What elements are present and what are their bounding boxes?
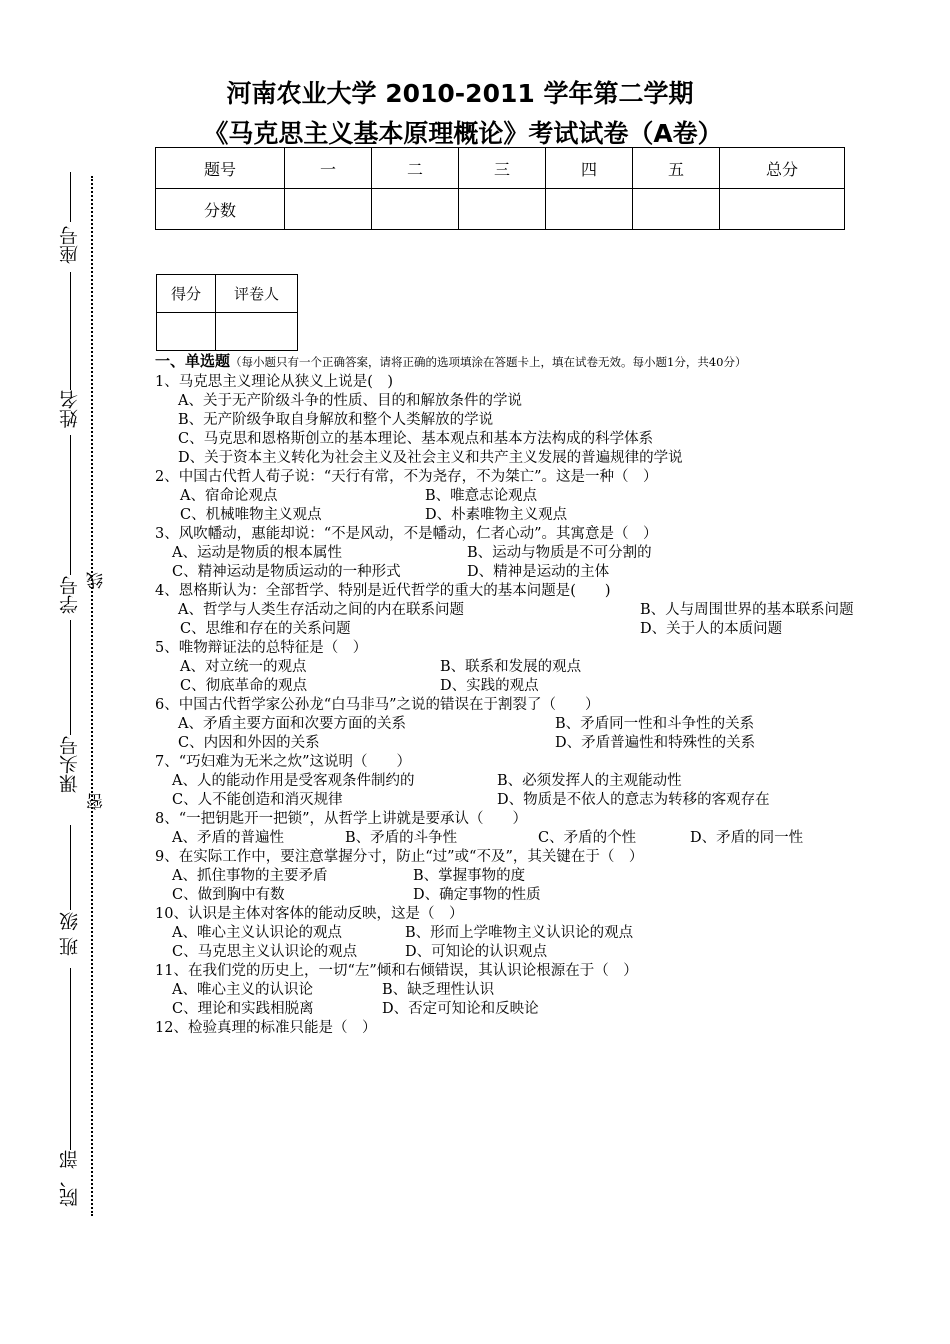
score-header-cell: 二 [372, 148, 459, 189]
grader-table [156, 274, 298, 351]
course-code-field-line [70, 620, 71, 735]
option-text: B、人与周围世界的基本联系问题 [640, 602, 854, 618]
question-stem: 2、中国古代哲人荀子说：“天行有常，不为尧存，不为桀亡”。这是一种（ ） [155, 469, 658, 485]
option-text: B、必须发挥人的主观能动性 [497, 773, 682, 789]
student-id-label: 学号 [59, 576, 81, 614]
option-text: D、可知论的认识观点 [405, 944, 548, 960]
option-text: B、运动与物质是不可分割的 [467, 545, 652, 561]
score-header-cell: 五 [633, 148, 720, 189]
option-text: D、物质是不依人的意志为转移的客观存在 [497, 792, 770, 808]
option-text: A、抓住事物的主要矛盾 [172, 868, 328, 884]
score-cell [285, 189, 372, 230]
section-heading [155, 352, 746, 372]
option-text: C、彻底革命的观点 [180, 678, 308, 694]
score-cell [459, 189, 546, 230]
option-text: A、矛盾的普遍性 [172, 830, 284, 846]
section-title: 一、单选题 [155, 352, 231, 370]
option-text: A、对立统一的观点 [180, 659, 307, 675]
score-header-cell: 题号 [156, 148, 285, 189]
seat-field-line [70, 172, 71, 222]
option-text: A、关于无产阶级斗争的性质、目的和解放条件的学说 [178, 393, 522, 409]
option-text: B、唯意志论观点 [425, 488, 538, 504]
option-text: A、矛盾主要方面和次要方面的关系 [178, 716, 406, 732]
score-header-cell: 一 [285, 148, 372, 189]
grader-name-label: 评卷人 [216, 275, 298, 313]
question-stem: 9、在实际工作中，要注意掌握分寸，防止“过”或“不及”，其关键在于（ ） [155, 849, 644, 865]
option-text: C、马克思主义认识论的观点 [172, 944, 358, 960]
score-header-cell: 总分 [720, 148, 845, 189]
option-text: D、关于人的本质问题 [640, 621, 783, 637]
dept-label: 院、部 [59, 1150, 81, 1207]
option-text: D、矛盾的同一性 [690, 830, 804, 846]
option-text: B、无产阶级争取自身解放和整个人类解放的学说 [178, 412, 494, 428]
option-text: C、矛盾的个性 [538, 830, 637, 846]
student-id-field-line [70, 435, 71, 575]
option-text: B、联系和发展的观点 [440, 659, 582, 675]
dept-field-line [70, 968, 71, 1150]
option-text: D、否定可知论和反映论 [382, 1001, 539, 1017]
name-field-line [70, 272, 71, 390]
score-table-score-row [156, 189, 845, 230]
option-text: D、实践的观点 [440, 678, 539, 694]
score-table [155, 147, 845, 230]
question-stem: 7、“巧妇难为无米之炊”这说明（ ） [155, 754, 412, 770]
question-stem: 1、马克思主义理论从狭义上说是( ) [155, 374, 394, 390]
option-text: A、人的能动作用是受客观条件制约的 [172, 773, 415, 789]
option-text: A、唯心主义认识论的观点 [172, 925, 342, 941]
option-text: C、思维和存在的关系问题 [180, 621, 351, 637]
question-stem: 5、唯物辩证法的总特征是（ ） [155, 640, 368, 656]
class-label: 班 级 [59, 912, 81, 957]
score-cell [720, 189, 845, 230]
option-text: C、内因和外因的关系 [178, 735, 320, 751]
option-text: C、理论和实践相脱离 [172, 1001, 314, 1017]
option-text: A、唯心主义的认识论 [172, 982, 313, 998]
score-header-cell: 三 [459, 148, 546, 189]
score-header-cell: 四 [546, 148, 633, 189]
question-stem: 4、恩格斯认为：全部哲学、特别是近代哲学的重大的基本问题是( ) [155, 583, 611, 599]
question-stem: 8、“一把钥匙开一把锁”，从哲学上讲就是要承认（ ） [155, 811, 528, 827]
option-text: B、掌握事物的度 [413, 868, 526, 884]
question-stem: 3、风吹幡动，惠能却说：“不是风动，不是幡动，仁者心动”。其寓意是（ ） [155, 526, 658, 542]
option-text: A、宿命论观点 [180, 488, 278, 504]
question-stem: 10、认识是主体对客体的能动反映，这是（ ） [155, 906, 464, 922]
option-text: B、矛盾的斗争性 [345, 830, 458, 846]
option-text: B、矛盾同一性和斗争性的关系 [555, 716, 755, 732]
class-field-line [70, 825, 71, 910]
score-cell [546, 189, 633, 230]
grader-name-cell [216, 313, 298, 351]
option-text: D、关于资本主义转化为社会主义及社会主义和共产主义发展的普遍规律的学说 [178, 450, 683, 466]
question-stem: 6、中国古代哲学家公孙龙“白马非马”之说的错误在于割裂了（ ） [155, 697, 600, 713]
option-text: A、运动是物质的根本属性 [172, 545, 342, 561]
option-text: C、人不能创造和消灭规律 [172, 792, 343, 808]
section-note: （每小题只有一个正确答案，请将正确的选项填涂在答题卡上，填在试卷无效。每小题1分，共40分） [230, 355, 747, 369]
option-text: D、确定事物的性质 [413, 887, 541, 903]
option-text: B、形而上学唯物主义认识论的观点 [405, 925, 634, 941]
course-code-label: 课头号 [59, 736, 81, 793]
score-row-label: 分数 [156, 189, 285, 230]
exam-title-line2: 《马克思主义基本原理概论》考试试卷（A卷） [203, 119, 723, 148]
option-text: C、做到胸中有数 [172, 887, 285, 903]
option-text: D、精神是运动的主体 [467, 564, 610, 580]
score-cell [372, 189, 459, 230]
option-text: C、精神运动是物质运动的一种形式 [172, 564, 401, 580]
binding-dotted-line [91, 176, 93, 1216]
option-text: A、哲学与人类生存活动之间的内在联系问题 [178, 602, 464, 618]
option-text: D、朴素唯物主义观点 [425, 507, 568, 523]
option-text: B、缺乏理性认识 [382, 982, 495, 998]
question-stem: 11、在我们党的历史上，一切“左”倾和右倾错误，其认识论根源在于（ ） [155, 963, 638, 979]
grader-score-cell [157, 313, 216, 351]
option-text: C、马克思和恩格斯创立的基本理论、基本观点和基本方法构成的科学体系 [178, 431, 654, 447]
seat-label: 座号 [59, 226, 81, 264]
question-stem: 12、检验真理的标准只能是（ ） [155, 1020, 377, 1036]
exam-title-line1: 河南农业大学 2010-2011 学年第二学期 [226, 79, 694, 108]
mi-label: 密 [87, 793, 107, 810]
grader-score-label: 得分 [157, 275, 216, 313]
option-text: D、矛盾普遍性和特殊性的关系 [555, 735, 756, 751]
xian-label: 线 [87, 572, 107, 589]
score-table-header-row [156, 148, 845, 189]
option-text: C、机械唯物主义观点 [180, 507, 322, 523]
name-label: 姓名 [59, 390, 81, 428]
score-cell [633, 189, 720, 230]
